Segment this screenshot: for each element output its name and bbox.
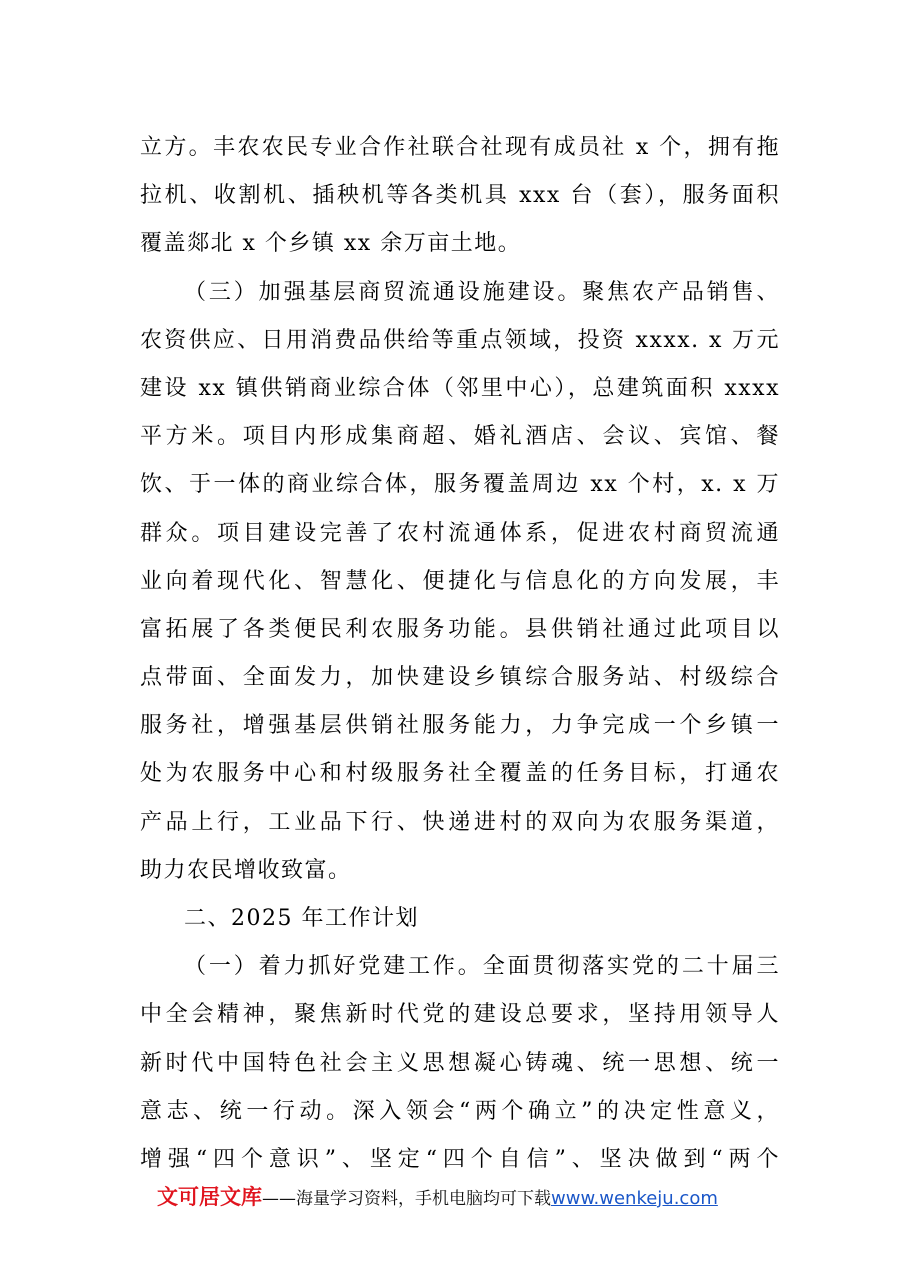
text-line: 中全会精神，聚焦新时代党的建设总要求，坚持用领导人 [140,1002,780,1028]
footer-tagline: ——海量学习资料，手机电脑均可下载 [262,1189,551,1209]
footer-brand: 文可居文库 [157,1185,262,1209]
text-line: 覆盖郯北 x 个乡镇 xx 余万亩土地。 [140,231,522,257]
text-line: 新时代中国特色社会主义思想凝心铸魂、统一思想、统一 [140,1050,780,1076]
text-line: 平方米。项目内形成集商超、婚礼酒店、会议、宾馆、餐 [140,424,780,450]
text-line: 拉机、收割机、插秧机等各类机具 xxx 台（套），服务面积 [140,183,780,209]
text-line: 业向着现代化、智慧化、便捷化与信息化的方向发展，丰 [140,568,780,594]
text-line: 处为农服务中心和村级服务社全覆盖的任务目标，打通农 [140,761,780,787]
text-line: 群众。项目建设完善了农村流通体系，促进农村商贸流通 [140,520,780,546]
text-line: 助力农民增收致富。 [140,857,352,883]
text-line: 农资供应、日用消费品供给等重点领域，投资 xxxx. x 万元 [140,327,780,353]
text-line: 富拓展了各类便民利农服务功能。县供销社通过此项目以 [140,616,780,642]
text-line: 点带面、全面发力，加快建设乡镇综合服务站、村级综合 [140,665,780,691]
text-line: 服务社，增强基层供销社服务能力，力争完成一个乡镇一 [140,713,780,739]
section-heading-line: （一）着力抓好党建工作。全面贯彻落实党的二十届三 [184,954,780,980]
footer-site-link[interactable]: www.wenkeju.com [551,1188,718,1209]
text-line: 意志、统一行动。深入领会“两个确立”的决定性意义， [140,1098,780,1124]
text-line: 产品上行，工业品下行、快递进村的双向为农服务渠道， [140,809,780,835]
chapter-heading: 二、2025 年工作计划 [184,906,419,931]
footer-banner [157,1180,718,1214]
section-heading-line: （三）加强基层商贸流通设施建设。聚焦农产品销售、 [184,279,780,305]
text-line: 饮、于一体的商业综合体，服务覆盖周边 xx 个村，x. x 万 [140,472,780,498]
text-line: 增强“四个意识”、坚定“四个自信”、坚决做到“两个 [140,1146,780,1172]
text-line: 立方。丰农农民专业合作社联合社现有成员社 x 个，拥有拖 [140,135,780,160]
text-line: 建设 xx 镇供销商业综合体（邻里中心），总建筑面积 xxxx [140,375,780,401]
document-body [140,124,780,1184]
